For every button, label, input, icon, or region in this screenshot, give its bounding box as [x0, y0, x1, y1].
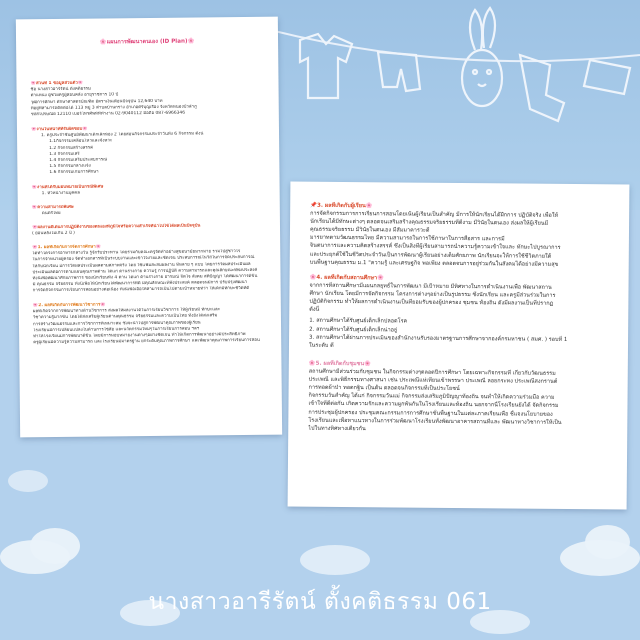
- text-line: ไปในทางทิศทางเดียวกัน: [308, 425, 366, 432]
- text-line: การจัดกิจกรรมการการเรียนการสอนโดยเน้นผู้เรียนเป็นสำคัญ มีการให้นักเรียนได้ฝึกการ ปฏิบัติจริง เพื่อให้: [310, 210, 559, 219]
- text-line: จากการที่สถานศึกษามีแผนกลยุทธ์ในการพัฒนา มีเป้าหมาย มีทิศทางในการดำเนินงานเพื่อ พัฒนาสถาน: [309, 282, 552, 291]
- text-line: ปฏิบัติกิจกรรม ทำให้ผลการดำเนินงานเป็นที่ยอมรับของผู้ปกครอง ชุมชน ท้องถิ่น ดังมีผลงานเป็นที่ปรากฏ: [309, 298, 554, 308]
- text-line: โรงเรียนมีการเปลี่ยนแปลงในด้านการใช้สื่อ และนวัตกรรมใหม่ๆในการเรียนการสอน ฯลฯ: [33, 326, 200, 334]
- section-duties: [31, 125, 268, 177]
- section-achievements: [32, 223, 268, 238]
- cloud-decoration: [30, 528, 80, 564]
- text-line: ครูผู้เรียนมีความรู้ความสามารถ และโรงเรียนมีมาตรฐาน ยกระดับคุณภาพการศึกษา และพัฒนาคุณภาพการเรียนการสอน: [33, 338, 260, 346]
- text-line: 1.1กิจกรรมเคลื่อนไหวและจังหวะ: [49, 138, 113, 145]
- section-heading: 📌3. ผลที่เกิดกับผู้เรียน🌸: [310, 202, 373, 210]
- section-heading: 🌸2. ผลที่เกิดกับการพัฒนาวิชาการ🌸: [32, 302, 106, 309]
- text-line: ในการจำหน่ายผู้ครอง จัดทำเอกสารที่เป็นระบบงานและเข้าใจง่ายและชัดเจน ประสบการณ์ในวิถีในการจัดประสบการณ์: [32, 255, 255, 263]
- text-line: และประยุกต์ใช้ในชีวิตประจำวันเป็นการพัฒนาผู้เรียนอย่างเต็มศักยภาพ นักเรียนจะให้การใช้ชีวิตภายใต้: [309, 251, 552, 260]
- text-line: เข้าใจที่ดีต่อกัน เกิดความรักและความผูกพันกันในโรงเรียนและท้องถิ่น นอกจากนี้โรงเรียนยังได้ จัดกิจกรรม: [308, 401, 559, 410]
- text-line: การประชุมผู้ปกครอง ประชุมคณะกรรมการการศึกษาขั้นพื้นฐานในแต่ละภาคเรียนเพื่อ ชี้แจงนโยบายของ: [308, 409, 553, 418]
- cloud-decoration: [8, 470, 48, 492]
- text-line: 1. ครูประจำชั้นศูนย์พัฒนาเด็กเล็กห้อง 2 โดยสอนกิจกรรมประจำวันทั้ง 6 กิจกรรม ดังนี้: [41, 131, 204, 139]
- text-line: ประเมินผลต่อการตามแผนคุณภาพด้าน ได้แก่ ด้านร่างกาย ความรู้ การปฏิบัติ ความสามารถและคุณลักษณะที่พึงประสงค์: [32, 267, 258, 276]
- section-heading: 🌸ส่วนที่ 1 ข้อมูลส่วนตัว🌸: [30, 80, 84, 87]
- section-school-result: [309, 274, 616, 353]
- section-heading: 🌸4. ผลที่เกิดกับสถานศึกษา🌸: [309, 274, 385, 282]
- cloud-decoration: [300, 545, 370, 575]
- page-title: 🌸แผนการพัฒนาตนเอง (ID Plan)🌸: [99, 38, 195, 46]
- section-personal-info: [30, 79, 266, 119]
- text-line: บนพื้นฐานคุณธรรม ม.1 "ความรู้ และเศรษฐกิจ พอเพียง ตลอดจนการอยู่ร่วมกันในสังคมได้อย่างมีความสุข: [309, 259, 559, 268]
- text-line: การสร้างวัฒนธรรมและการวิชาการที่เหมาะสม ซึ่งจะนำไปสู่การพัฒนาคุณภาพของผู้เรียน: [32, 320, 201, 327]
- text-line: ( ย้อนหลังไม่เกิน 2 ปี ): [32, 230, 75, 237]
- text-line: รหัสไปรษณีย์ 12110 เบอร์โทรศัพท์ที่ทำงาน 02-9040112 มือถือ 087-6966346: [30, 110, 186, 118]
- text-line: ประเพณี และพิธีกรรมทางศาสนา เช่น ประเพณีแห่เทียนเข้าพรรษา ประเพณี ลอยกระทง ประเพณีสงกรานต์: [308, 376, 558, 386]
- text-line: จินตนาการและความคิดสร้างสรรค์ ซึ่งเป็นสิ่งที่ผู้เรียนสามารถนำความรู้ความเข้าใจและ ทักษะไปบูรณาการ: [309, 243, 561, 252]
- text-line: ทำให้โรงเรียนมีการพัฒนาดีขึ้น โดยมีการมอบหมายงานต่างๆอย่างชัดเจน ทำให้เกิดการพัฒนาอย่างมีประสิทธิภาพ: [33, 332, 246, 340]
- text-line: วิชาความรู้มากขึ้น โดยได้ส่งเสริมผู้เรียนด้านคุณธรรม จริยธรรมและความเป็นไทย ทั้งยังได้ส่งเสริม: [32, 313, 218, 321]
- text-line: ตำแหน่ง ผู้ช่วยครูผู้สอนคลัง อายุราชการ 10 ปี: [30, 92, 119, 99]
- author-name-caption: นางสาวอารีรัตน์ ตั้งคติธรรม 061: [148, 589, 492, 615]
- section-heading: 🌸งานในหน้าที่ที่รับผิดชอบ🌸: [30, 126, 88, 133]
- cloud-decoration: [585, 525, 630, 559]
- text-line: 1.4 กิจกรรมเสริมประสบการณ์: [49, 157, 108, 164]
- section-talent: [32, 203, 268, 218]
- text-line: การทอดผ้าป่า ทอดกฐิน เป็นต้น ตลอดจนกิจกรรมที่เป็นประโยชน์: [308, 384, 460, 393]
- text-line: ที่อยู่ที่สามารถติดต่อได้ 113 หมู่ 3 ตำบลบ้านกร่าง อำเภอศรีบุญเรือง จังหวัดหนองบัวลำภู: [30, 104, 197, 112]
- text-line: 1.2 กิจกรรมสร้างสรรค์: [49, 145, 94, 151]
- section-heading: 🌸5. ผลที่เกิดกับชุมชน🌸: [308, 360, 372, 368]
- section-special-assignment: [32, 183, 268, 198]
- text-line: 3. สถานศึกษาได้ผ่านการประเมินของสำนักงานรับรองมาตรฐานการศึกษาจากองค์กรมหาชน ( สมศ. ) รอบที่ 1: [309, 334, 568, 343]
- text-line: นักเรียนได้มีทักษะต่างๆ ตลอดจนเสริมสร้างคุณธรรมจริยธรรมที่ดีงาม มีวินัยในตนเอง ส่งผลให้ผู้เรียนมี: [310, 218, 549, 227]
- text-line: มี คุณธรรม จริยธรรม ทั้งนี้เพื่อให้นักเรียนได้พัฒนาการที่ดี มีคุณลักษณะที่พึงประสงค์ ตลอดจนมีการ ปรับปรุงพัฒนา: [32, 280, 248, 288]
- text-line: การจัดกิจกรรมการเรียนการสอนอย่างต่อเนื่อง ทั้งนี้เพื่อเอื้อให้สามารถเป็นไปตามเป้าหมายที่ว่า ให้เด็กมีทักษะชีวิตที่ดี: [32, 286, 250, 294]
- text-line: วุฒิการศึกษา ศึกษาศาสตรบัณฑิต อัตราเงินเดือนปัจจุบัน 12,640 บาท: [30, 98, 163, 105]
- section-academic-result: [33, 301, 269, 347]
- document-page-1: [16, 17, 282, 438]
- text-line: 1.3 กิจกรรมเสรี: [49, 151, 80, 157]
- text-line: ในระดับ ดี: [308, 342, 334, 349]
- document-page-2: [288, 182, 630, 510]
- text-line: 2. สถานศึกษาได้รับศูนย์เด็กเล็กน่าอยู่: [309, 326, 398, 334]
- section-heading: 🌸1. ผลที่เกิดกับการจัดการศึกษา🌸: [32, 244, 102, 251]
- section-heading: 🌸ความสามารถพิเศษ: [31, 204, 74, 211]
- text-line: 1.6 กิจกรรมเกมการศึกษา: [49, 169, 99, 176]
- section-student-result: [310, 202, 617, 269]
- text-line: ได้ทำโครงการอาหารกลางวัน รู้จักรับประทาน โดยร่วมกับคณะครูจัดทำอย่างสุขอนามัยมากมาย รวมไปสู่ชาวไร: [32, 249, 241, 257]
- text-line: ศึกษา นักเรียน โดยมีการจัดกิจกรรม โครงการต่างๆอย่างเป็นรูปธรรม ซึ่งนักเรียน และครูมีส่วนร่วมในการ: [309, 290, 556, 300]
- section-education-result: [32, 243, 269, 295]
- text-line: ผลที่เกิดจากการพัฒนาทางด้านวิชาการ ส่งผลให้ผลงานได้ในการเรียนวิชาการ ให้ผู้เรียนมี ทักษะและ: [32, 307, 221, 315]
- text-line: ดังนี้: [309, 307, 320, 314]
- text-line: ดนตรีไทย: [41, 211, 61, 217]
- text-line: ชื่อ นางสาวอารีรัตน์ ตั้งคติธรรม: [30, 86, 91, 93]
- text-line: สถานศึกษามีส่วนร่วมกับชุมชน ในกิจกรรมต่างๆตลอดปีการศึกษา โดยเฉพาะกิจกรรมที่ เกี่ยวกับวัฒนธรรม: [308, 368, 556, 377]
- text-line: 1. สถานศึกษาได้รับศูนย์เด็กเล็กปลอดโรค: [309, 318, 408, 326]
- clothesline-illustration: [270, 0, 640, 170]
- text-line: โรงเรียนและเพื่อหาแนวทางในการร่วมพัฒนาโรงเรียนทั้งพัฒนาอาคารสถานที่และ พัฒนาทางวิชาการให้เป็น: [308, 417, 562, 426]
- section-heading: 🌸งานที่ได้รับมอบหมายเป็นกรณีพิเศษ: [31, 184, 104, 191]
- text-line: 1.5 กิจกรรมกลางแจ้ง: [49, 163, 91, 170]
- text-line: ทั้งนี้เพื่อพัฒนาศักยภาพการ ของนักเรียนทั้ง 4 ด้าน ได้แก่ ด้านร่างกาย อารมณ์ จิตใจ สังคม สติปัญญา ได้พัฒนาการดีขึ้น: [32, 273, 258, 282]
- text-line: 1. หัวหน้างานบุคคล: [41, 190, 80, 197]
- text-line: มารยาทตามวัฒนธรรมไทย มีความสามารถในการใช้ภาษาในการสื่อสาร และการมี: [309, 235, 505, 243]
- text-line: กิจกรรมวันสำคัญ ได้แก่ กิจกรรมวันแม่ กิจกรรมส่งเสริมภูมิปัญญาท้องถิ่น จนทำให้เกิดความร่วมมือ ความ: [308, 393, 555, 402]
- section-community-result: [308, 360, 615, 436]
- text-line: คุณธรรมจริยธรรม มีวินัยในตนเอง มีสัมมาคารวะดี: [309, 226, 430, 235]
- text-line: ให้กับนักเรียน มีการวัดผลประเมินผลตามสภาพจริง โดย ใช้แฟ้มสะสมผลงาน ที่หลาย ๆ แบบ โดยการวัดผลประเมินผล: [32, 261, 251, 269]
- section-heading: 🌸ผลงานดีเด่นการปฏิบัติงานของตนเองที่ภูมิใจหรือความสำเร็จที่นำไปใช้ได้ผลเป็นปัจจุบัน: [31, 223, 201, 231]
